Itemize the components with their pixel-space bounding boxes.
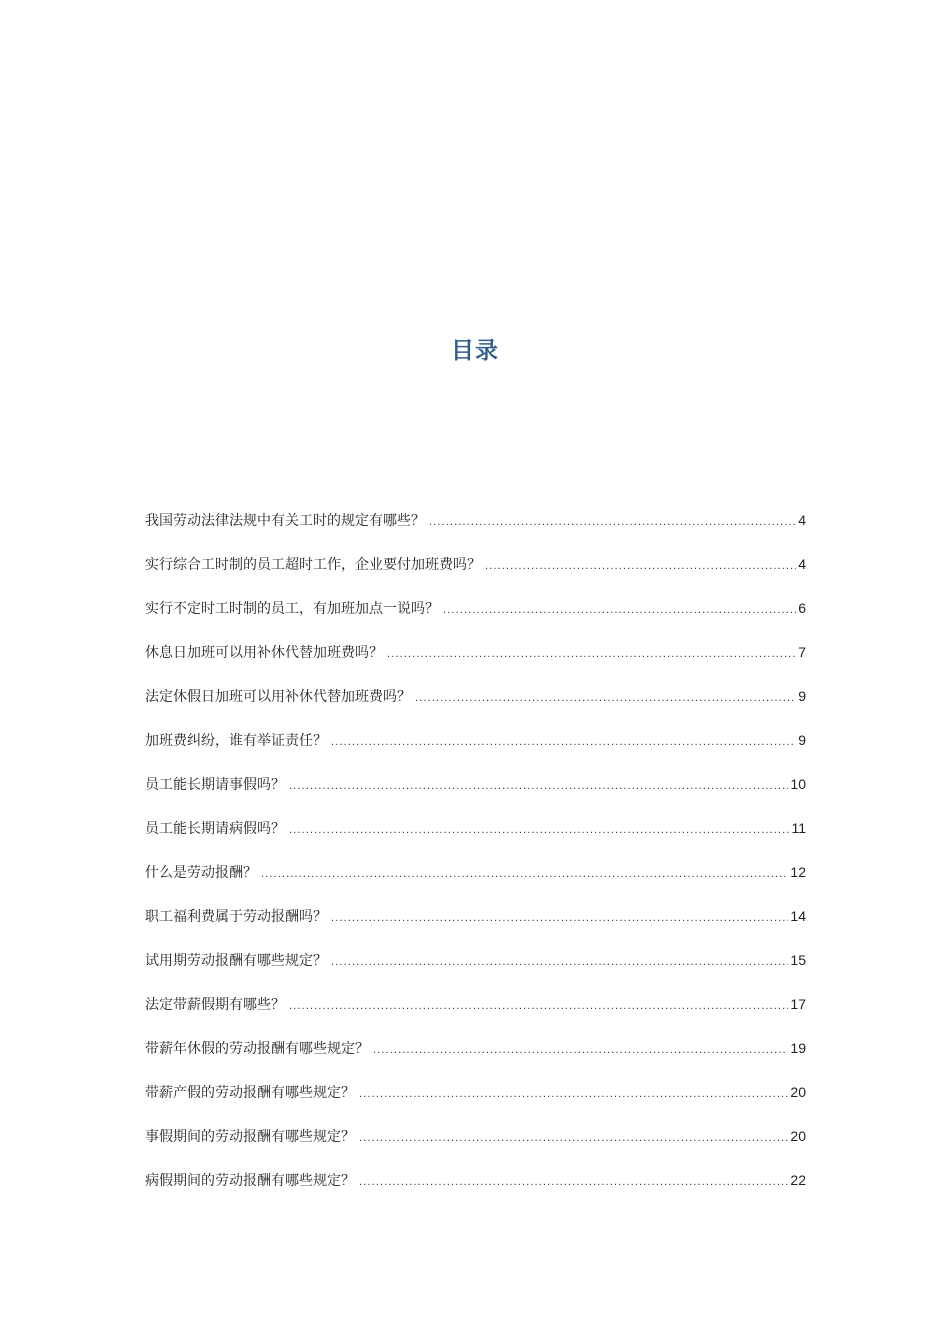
toc-dot-leader — [289, 775, 788, 799]
toc-page-number: 6 — [798, 600, 806, 616]
toc-entry-text: 什么是劳动报酬？ — [145, 865, 257, 881]
toc-title: 目录 — [451, 338, 499, 364]
toc-page-number: 20 — [790, 1128, 806, 1144]
toc-page-number: 10 — [790, 776, 806, 792]
toc-entry[interactable] — [145, 772, 806, 816]
toc-entry[interactable] — [145, 948, 806, 992]
toc-entry-text: 实行综合工时制的员工超时工作，企业要付加班费吗？ — [145, 557, 481, 573]
toc-dot-leader — [331, 731, 796, 755]
toc-entry[interactable] — [145, 992, 806, 1036]
toc-page-number: 19 — [790, 1040, 806, 1056]
toc-entry[interactable] — [145, 860, 806, 904]
toc-page-number: 4 — [798, 556, 806, 572]
toc-dot-leader — [429, 511, 796, 535]
toc-entry-text: 休息日加班可以用补休代替加班费吗？ — [145, 645, 383, 661]
toc-entry-text: 员工能长期请事假吗？ — [145, 777, 285, 793]
toc-entry[interactable] — [145, 684, 806, 728]
toc-dot-leader — [289, 819, 789, 843]
toc-entry-text: 试用期劳动报酬有哪些规定？ — [145, 953, 327, 969]
toc-dot-leader — [331, 951, 788, 975]
toc-entry-text: 病假期间的劳动报酬有哪些规定？ — [145, 1173, 355, 1189]
toc-page-number: 12 — [790, 864, 806, 880]
toc-entry-text: 法定带薪假期有哪些？ — [145, 997, 285, 1013]
toc-entry-text: 带薪年休假的劳动报酬有哪些规定？ — [145, 1041, 369, 1057]
toc-dot-leader — [373, 1039, 788, 1063]
toc-entry-text: 我国劳动法律法规中有关工时的规定有哪些？ — [145, 513, 425, 529]
toc-list — [145, 508, 806, 1212]
toc-page-number: 14 — [790, 908, 806, 924]
toc-dot-leader — [331, 907, 788, 931]
toc-dot-leader — [485, 555, 796, 579]
toc-entry-text: 职工福利费属于劳动报酬吗？ — [145, 909, 327, 925]
toc-page-number: 20 — [790, 1084, 806, 1100]
toc-dot-leader — [415, 687, 796, 711]
toc-page-number: 7 — [798, 644, 806, 660]
toc-entry-text: 法定休假日加班可以用补休代替加班费吗？ — [145, 689, 411, 705]
toc-entry[interactable] — [145, 596, 806, 640]
toc-entry[interactable] — [145, 552, 806, 596]
toc-entry-text: 实行不定时工时制的员工，有加班加点一说吗？ — [145, 601, 439, 617]
toc-page-number: 11 — [791, 820, 806, 836]
toc-page-number: 22 — [790, 1172, 806, 1188]
toc-entry-text: 带薪产假的劳动报酬有哪些规定？ — [145, 1085, 355, 1101]
toc-page-number: 9 — [798, 732, 806, 748]
toc-entry-text: 事假期间的劳动报酬有哪些规定？ — [145, 1129, 355, 1145]
toc-dot-leader — [443, 599, 796, 623]
toc-page-number: 9 — [798, 688, 806, 704]
toc-page-number: 15 — [790, 952, 806, 968]
toc-entry[interactable] — [145, 1080, 806, 1124]
toc-page-number: 4 — [798, 512, 806, 528]
toc-dot-leader — [387, 643, 796, 667]
toc-page-number: 17 — [790, 996, 806, 1012]
toc-dot-leader — [289, 995, 788, 1019]
toc-entry[interactable] — [145, 1168, 806, 1212]
toc-entry[interactable] — [145, 508, 806, 552]
toc-entry[interactable] — [145, 1036, 806, 1080]
toc-dot-leader — [359, 1171, 788, 1195]
toc-entry[interactable] — [145, 728, 806, 772]
toc-dot-leader — [359, 1127, 788, 1151]
toc-dot-leader — [261, 863, 788, 887]
toc-entry[interactable] — [145, 816, 806, 860]
toc-entry[interactable] — [145, 640, 806, 684]
toc-dot-leader — [359, 1083, 788, 1107]
toc-entry[interactable] — [145, 1124, 806, 1168]
toc-entry[interactable] — [145, 904, 806, 948]
toc-entry-text: 员工能长期请病假吗？ — [145, 821, 285, 837]
toc-entry-text: 加班费纠纷，谁有举证责任？ — [145, 733, 327, 749]
